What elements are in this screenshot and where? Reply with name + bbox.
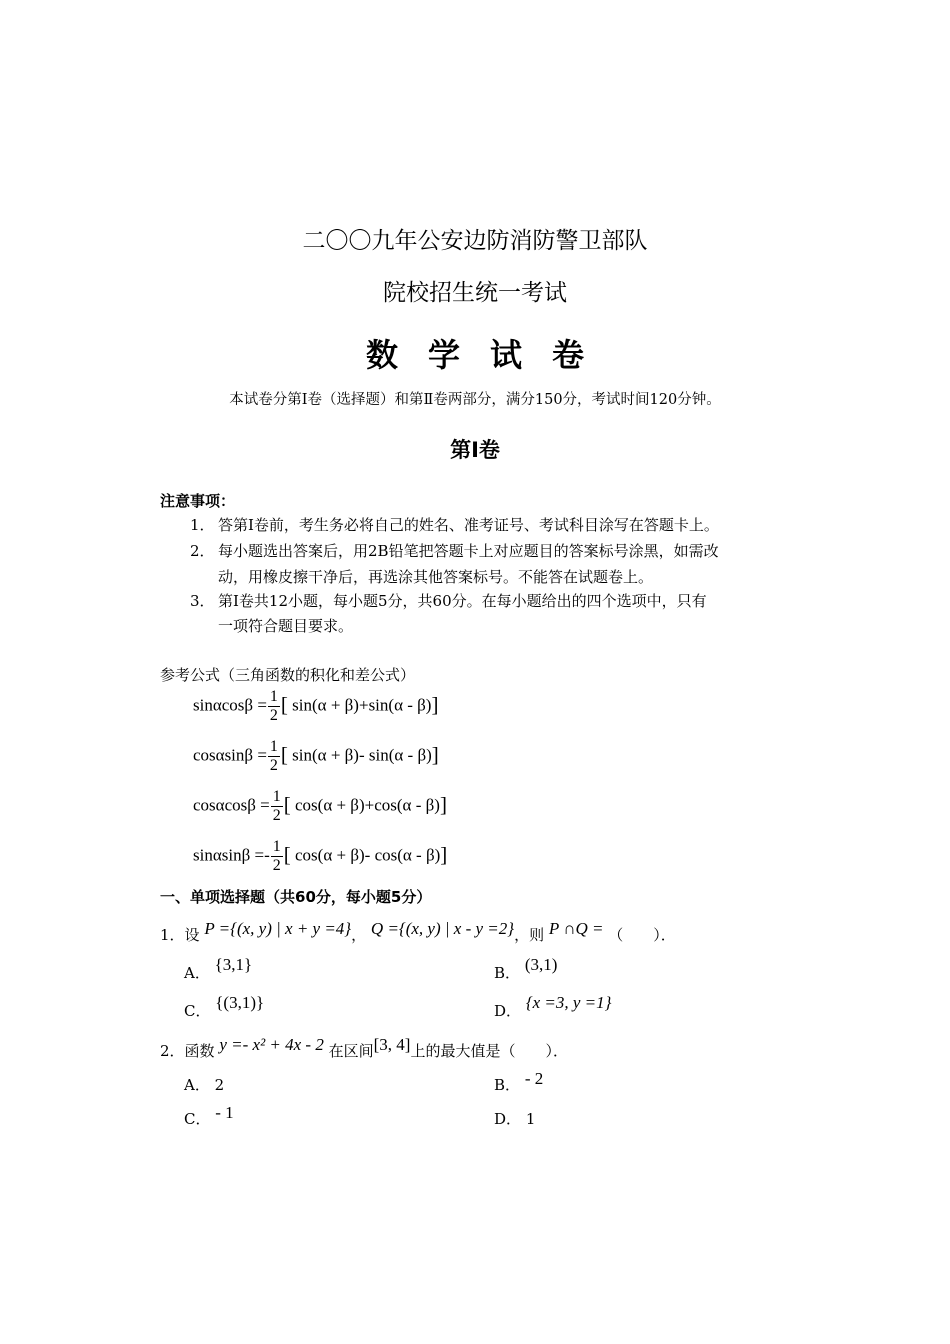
formula-1-lhs: sinαcosβ	[193, 695, 254, 715]
question-1-number: 1．	[160, 926, 185, 944]
q2-option-a[interactable]: A． 2	[184, 1076, 225, 1094]
notice-item-1-text: 答第Ⅰ卷前，考生务必将自己的姓名、准考证号、考试科目涂写在答题卡上。	[218, 516, 719, 534]
formula-heading: 参考公式（三角函数的积化和差公式）	[160, 666, 416, 684]
q1-option-a[interactable]: A． {3,1}	[184, 955, 253, 982]
notice-item-3-num: 3．	[190, 592, 215, 610]
notice-item-2-text-line2: 动，用橡皮擦干净后，再选涂其他答案标号。不能答在试题卷上。	[218, 568, 654, 586]
q1-option-c[interactable]: C． {(3,1)}	[184, 993, 265, 1020]
intersection-expr: P ∩Q =	[548, 919, 604, 938]
exam-title-line2: 院校招生统一考试	[383, 280, 567, 306]
notice-item-2-text-line1: 每小题选出答案后，用2B铅笔把答题卡上对应题目的答案标号涂黑，如需改	[218, 542, 719, 560]
formula-1: sinαcosβ = $\frac{1}{2}$ [ sin(α + β)+sin(α - β)]	[193, 688, 439, 724]
q1-option-b[interactable]: B． (3,1)	[494, 955, 558, 982]
formula-1-fraction: $\frac{1}{2}$	[269, 688, 278, 724]
formula-2-lhs: cosαsinβ	[193, 745, 254, 765]
formula-4-fraction: $\frac{1}{2}$	[272, 838, 281, 874]
notice-item-1-num: 1．	[190, 516, 215, 534]
set-q: Q ={(x, y) | x - y =2}	[370, 919, 515, 938]
q2-option-c[interactable]: C． - 1	[184, 1103, 234, 1128]
exam-main-title: 数学试卷	[365, 336, 614, 374]
exam-intro: 本试卷分第Ⅰ卷（选择题）和第Ⅱ卷两部分，满分150分，考试时间120分钟。	[229, 392, 721, 408]
question-2: 2．函数 y =- x² + 4x - 2 在区间[3, 4]上的最大值是（ ）．	[160, 1035, 568, 1060]
q1-option-d[interactable]: D． {x =3, y =1}	[494, 993, 612, 1020]
formula-3-lhs: cosαcosβ	[193, 795, 256, 815]
q2-option-b[interactable]: B． - 2	[494, 1069, 544, 1094]
q2-option-d[interactable]: D． 1	[494, 1110, 536, 1128]
formula-4-lhs: sinαsinβ	[193, 845, 251, 865]
exam-title-line1: 二〇〇九年公安边防消防警卫部队	[302, 228, 648, 254]
formula-3: cosαcosβ = $\frac{1}{2}$ [ cos(α + β)+cos(α - β)]	[193, 788, 447, 824]
notice-heading: 注意事项：	[160, 492, 236, 510]
function-expr: y =- x² + 4x - 2	[219, 1035, 324, 1054]
formula-4: sinαsinβ =- $\frac{1}{2}$ [ cos(α + β)- cos(α - β)]	[193, 838, 448, 874]
notice-item-2-num: 2．	[190, 542, 215, 560]
formula-3-fraction: $\frac{1}{2}$	[272, 788, 281, 824]
set-p: P ={(x, y) | x + y =4}	[204, 919, 352, 938]
volume-heading: 第Ⅰ卷	[450, 438, 500, 462]
interval-expr: [3, 4]	[373, 1035, 411, 1054]
notice-item-3-text-line1: 第Ⅰ卷共12小题，每小题5分，共60分。在每小题给出的四个选项中，只有	[218, 592, 707, 610]
notice-item-3-text-line2: 一项符合题目要求。	[218, 617, 354, 635]
section-1-heading: 一、单项选择题（共60分，每小题5分）	[160, 888, 432, 906]
question-2-number: 2．	[160, 1042, 185, 1060]
formula-2: cosαsinβ = $\frac{1}{2}$ [ sin(α + β)- sin(α - β)]	[193, 738, 439, 774]
question-1: 1．设 P ={(x, y) | x + y =4}， Q ={(x, y) | x - y =2}，则 P ∩Q = （ ）．	[160, 919, 676, 944]
formula-2-fraction: $\frac{1}{2}$	[269, 738, 278, 774]
